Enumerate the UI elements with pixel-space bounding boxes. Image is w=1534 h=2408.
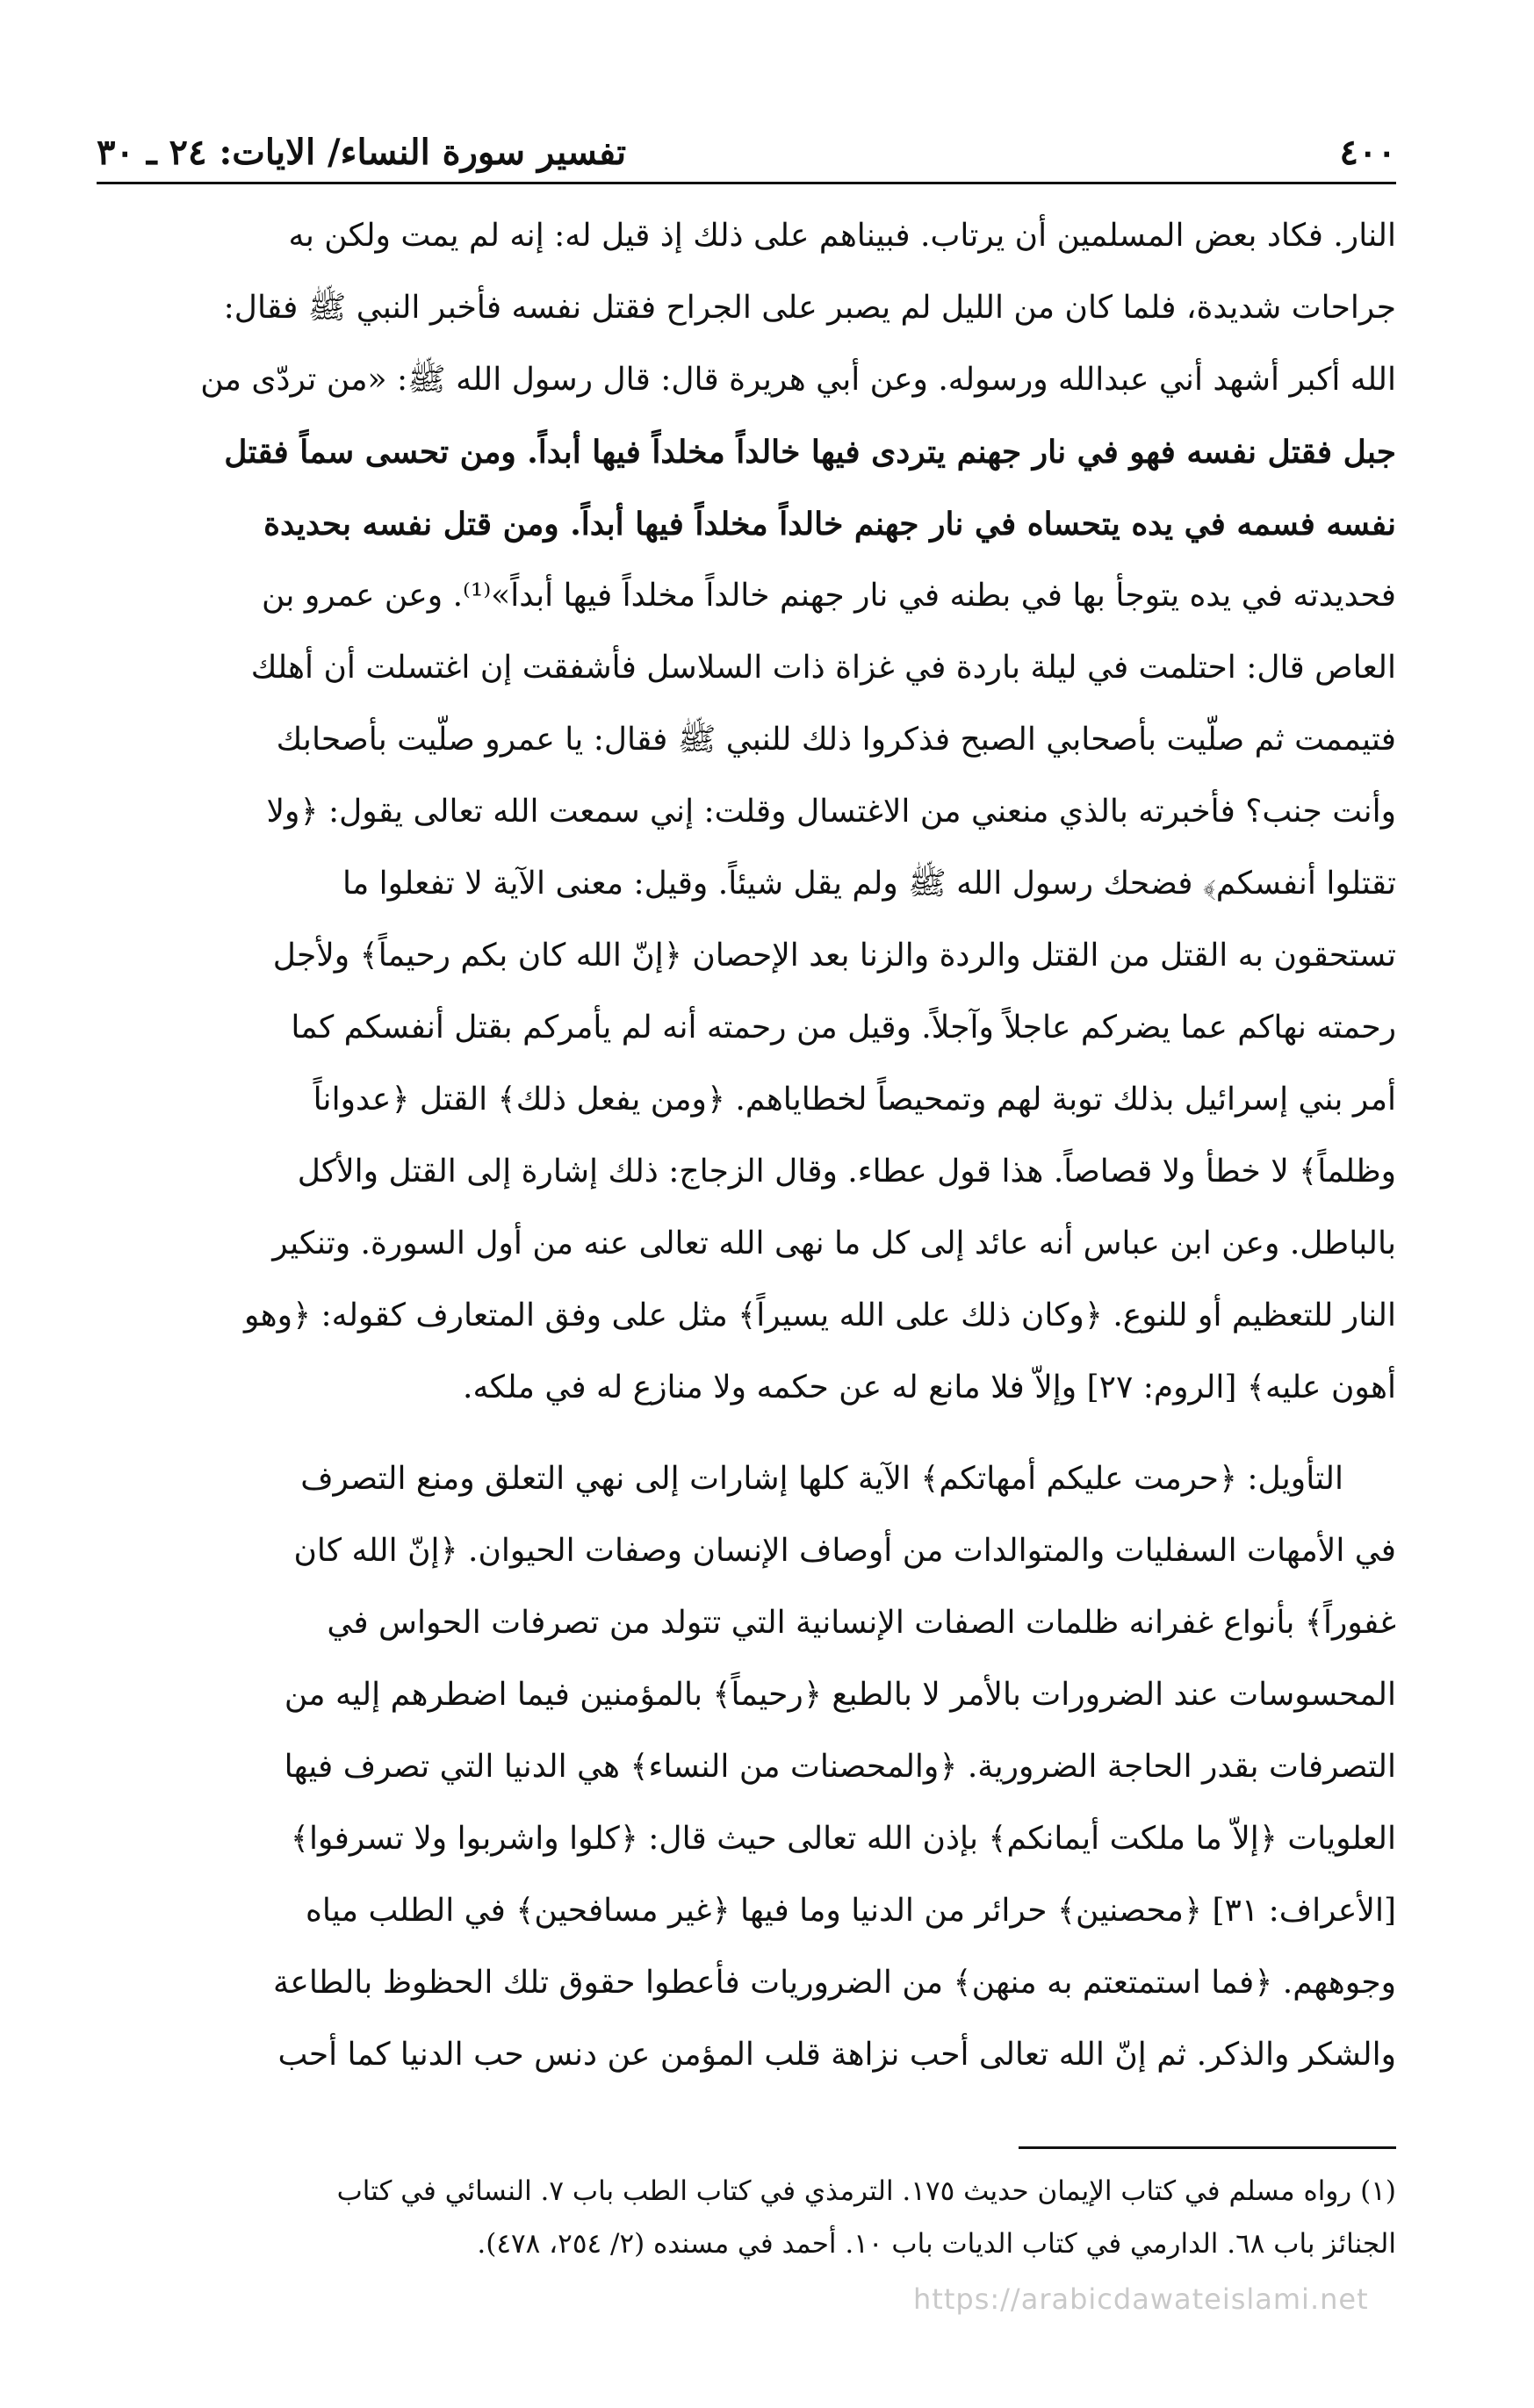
text-line: التصرفات بقدر الحاجة الضرورية. ﴿والمحصنات من النساء﴾ هي الدنيا التي تصرف فيها (284, 1749, 1396, 1785)
text-line: رحمته نهاكم عما يضركم عاجلاً وآجلاً. وقيل من رحمته أنه لم يأمركم بقتل أنفسكم كما (291, 1010, 1396, 1046)
text-line: [الأعراف: ٣١] ﴿محصنين﴾ حرائر من الدنيا وما فيها ﴿غير مسافحين﴾ في الطلب مياه (306, 1893, 1396, 1929)
text-line: العاص قال: احتلمت في ليلة باردة في غزاة ذات السلاسل فأشفقت إن اغتسلت أن أهلك (250, 650, 1396, 686)
footnotes (97, 2146, 1396, 2270)
text-line: النار. فكاد بعض المسلمين أن يرتاب. فبيناهم على ذلك إذ قيل له: إنه لم يمت ولكن به (288, 218, 1396, 254)
footnote-rule (1019, 2146, 1396, 2149)
text-line: جراحات شديدة، فلما كان من الليل لم يصبر على الجراح فقتل نفسه فأخبر النبي ﷺ فقال: (223, 290, 1396, 326)
text-line: وظلماً﴾ لا خطأ ولا قصاصاً. هذا قول عطاء. وقال الزجاج: ذلك إشارة إلى القتل والأكل (297, 1154, 1396, 1190)
text-line: فحديدته في يده يتوجأ بها في بطنه في نار جهنم خالداً مخلداً فيها أبداً»⁽¹⁾. وعن عمرو بن (262, 578, 1396, 614)
text-line: أهون عليه﴾ [الروم: ٢٧] وإلاّ فلا مانع له عن حكمه ولا منازع له في ملكه. (463, 1369, 1396, 1405)
text-line: وجوههم. ﴿فما استمتعتم به منهن﴾ من الضروريات فأعطوا حقوق تلك الحظوظ بالطاعة (273, 1965, 1396, 2001)
watermark: https://arabicdawateislami.net (913, 2282, 1369, 2316)
text-line: تقتلوا أنفسكم﴾ فضحك رسول الله ﷺ ولم يقل شيئاً. وقيل: معنى الآية لا تفعلوا ما (342, 866, 1396, 902)
text-line: النار للتعظيم أو للنوع. ﴿وكان ذلك على الله يسيراً﴾ مثل على وفق المتعارف كقوله: ﴿وهو (244, 1297, 1396, 1333)
text-line: المحسوسات عند الضرورات بالأمر لا بالطبع ﴿رحيماً﴾ بالمؤمنين فيما اضطرهم إليه من (284, 1677, 1396, 1713)
running-title: تفسير سورة النساء/ الايات: ٢٤ ـ ٣٠ (97, 132, 627, 173)
footnote-line: (١) رواه مسلم في كتاب الإيمان حديث ١٧٥. الترمذي في كتاب الطب باب ٧. النسائي في كتاب (336, 2175, 1396, 2207)
text-line: والشكر والذكر. ثم إنّ الله تعالى أحب نزاهة قلب المؤمن عن دنس حب الدنيا كما أحب (277, 2037, 1396, 2073)
running-header (97, 132, 1396, 184)
page (97, 132, 1396, 2091)
text-line: جبل فقتل نفسه فهو في نار جهنم يتردى فيها خالداً مخلداً فيها أبداً. ومن تحسى سماً فقتل (224, 434, 1396, 471)
text-line: غفوراً﴾ بأنواع غفرانه ظلمات الصفات الإنسانية التي تتولد من تصرفات الحواس في (327, 1605, 1396, 1641)
text-line: الله أكبر أشهد أني عبدالله ورسوله. وعن أبي هريرة قال: قال رسول الله ﷺ: «من تردّى من (200, 362, 1396, 398)
text-line: في الأمهات السفليات والمتوالدات من أوصاف الإنسان وصفات الحيوان. ﴿إنّ الله كان (293, 1533, 1396, 1569)
paragraph-tawil (97, 1443, 1396, 2091)
text-line: التأويل: ﴿حرمت عليكم أمهاتكم﴾ الآية كلها إشارات إلى نهي التعلق ومنع التصرف (300, 1461, 1343, 1497)
text-line: وأنت جنب؟ فأخبرته بالذي منعني من الاغتسال وقلت: إني سمعت الله تعالى يقول: ﴿ولا (266, 794, 1396, 830)
main-text (97, 200, 1396, 2091)
text-line: نفسه فسمه في يده يتحساه في نار جهنم خالداً مخلداً فيها أبداً. ومن قتل نفسه بحديدة (263, 506, 1396, 543)
text-line: العلويات ﴿إلاّ ما ملكت أيمانكم﴾ بإذن الله تعالى حيث قال: ﴿كلوا واشربوا ولا تسرفوا﴾ (290, 1821, 1396, 1857)
text-line: أمر بني إسرائيل بذلك توبة لهم وتمحيصاً لخطاياهم. ﴿ومن يفعل ذلك﴾ القتل ﴿عدواناً (313, 1082, 1396, 1118)
text-line: فتيممت ثم صلّيت بأصحابي الصبح فذكروا ذلك للنبي ﷺ فقال: يا عمرو صلّيت بأصحابك (276, 722, 1396, 758)
footnote-line: الجنائز باب ٦٨. الدارمي في كتاب الديات باب ١٠. أحمد في مسنده (٢/ ٢٥٤، ٤٧٨). (477, 2228, 1396, 2260)
paragraph-tafsir (97, 200, 1396, 1424)
text-line: بالباطل. وعن ابن عباس أنه عائد إلى كل ما نهى الله تعالى عنه من أول السورة. وتنكير (272, 1226, 1396, 1262)
text-line: تستحقون به القتل من القتل والردة والزنا بعد الإحصان ﴿إنّ الله كان بكم رحيماً﴾ ولأجل (272, 938, 1396, 974)
page-number: ٤٠٠ (1339, 132, 1396, 173)
